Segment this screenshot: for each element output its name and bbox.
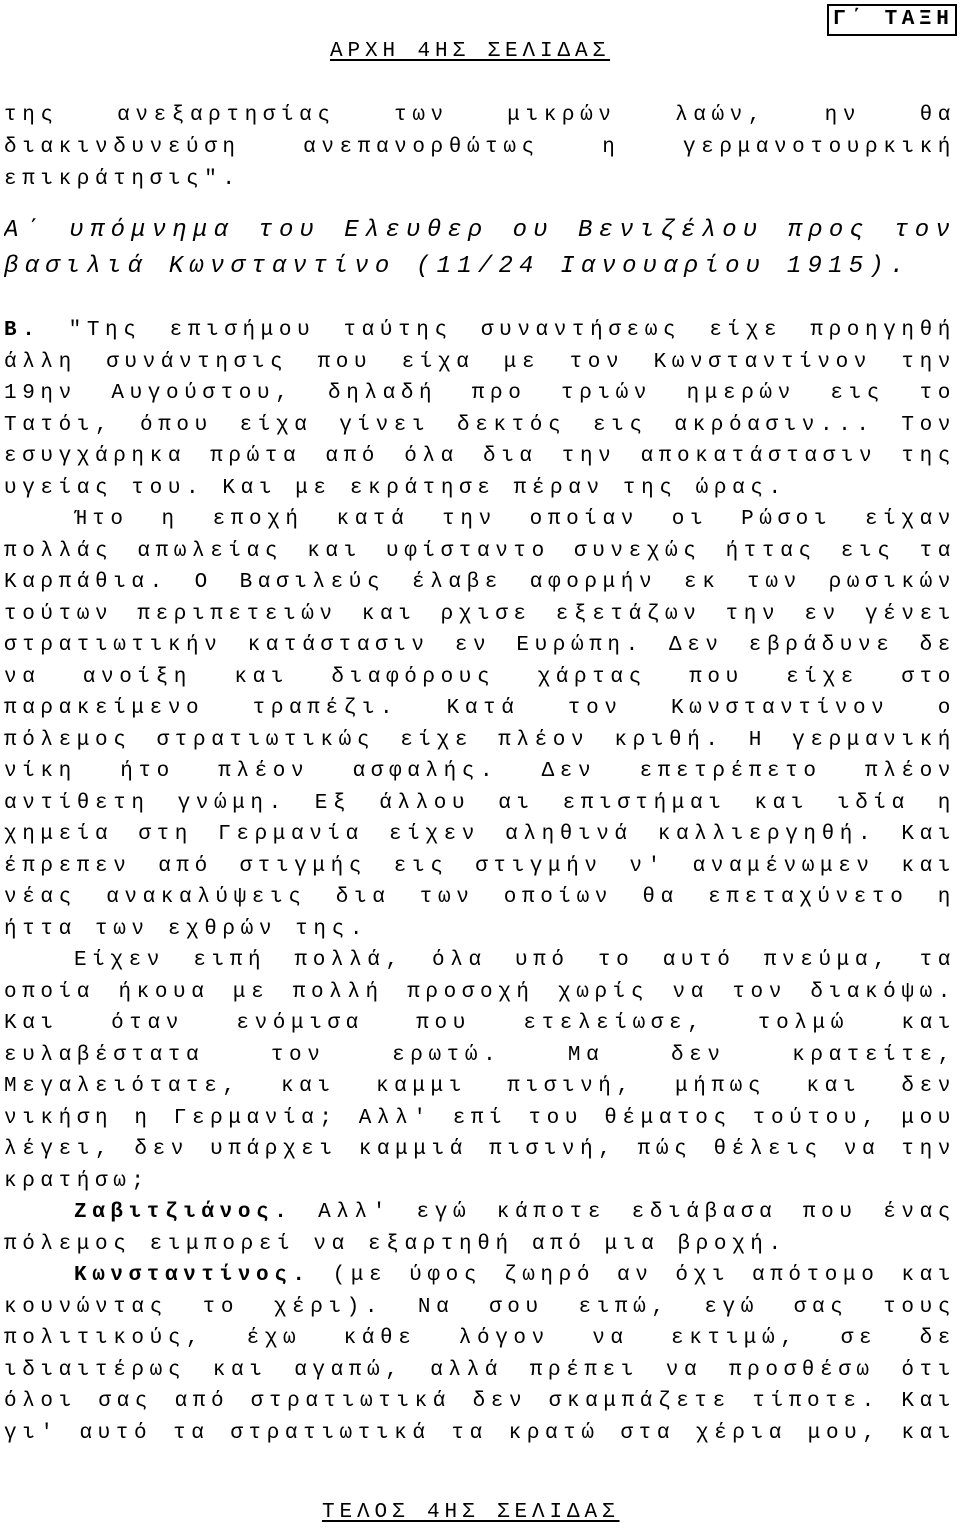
text-line: να ανοίξη και διαφόρους χάρτας που είχε στο [4, 665, 956, 689]
text-line: ευλαβέστατα τον ερωτώ. Μα δεν κρατείτε, [4, 1043, 956, 1067]
text-line: Ήτο η εποχή κατά την οποίαν οι Ρώσοι είχαν [74, 508, 956, 531]
speaker-name: Κωνσταντίνος. [74, 1264, 311, 1287]
passage-a-ending [4, 100, 956, 196]
text-line: νικήση η Γερμανία; Αλλ' επί του θέματος τούτου, μου [4, 1106, 956, 1130]
class-label-box: Γ΄ ΤΑΞΗ [827, 4, 957, 36]
text-line: παρακείμενο τραπέζι. Κατά τον Κωνσταντίνον ο [4, 697, 956, 720]
text-line: επικράτησις". [4, 168, 241, 191]
dialogue-line [4, 1197, 956, 1229]
text-line: εσυγχάρηκα πρώτα από όλα δια την αποκατάστασιν της [4, 445, 956, 468]
text-line [4, 315, 956, 347]
text-line: Καρπάθια. Ο Βασιλεύς έλαβε αφορμήν εκ των ρωσικών [4, 571, 956, 594]
line-text: (με ύφος ζωηρό αν όχι απότομο και [332, 1264, 956, 1287]
text-line: πόλεμος στρατιωτικώς είχε πλέον κριθή. Η γερμανική [4, 728, 956, 752]
text-line: Είχεν ειπή πολλά, όλα υπό το αυτό πνεύμα, τα [74, 949, 956, 972]
text-line: τούτων περιπετειών και ρχισε εξετάζων την εν γένει [4, 602, 956, 626]
text-line: χημεία στη Γερμανία είχεν αληθινά καλλιεργηθή. Και [4, 823, 956, 846]
dialogue-line: πόλεμος ειμπορεί να εξαρτηθή από μια βροχή. [4, 1232, 787, 1256]
text-line: 19ην Αυγούστου, δηλαδή προ τριών ημερών εις το [4, 382, 956, 405]
dialogue-line: όλοι σας από στρατιωτικά δεν σκαμπάζετε τίποτε. Και [4, 1390, 956, 1413]
text-line: έπρεπεν από στιγμής εις στιγμήν ν' αναμένωμεν και [4, 854, 956, 878]
dialogue-line: πολιτικούς, έχω κάθε λόγον να εκτιμώ, σε δε [4, 1327, 956, 1350]
text-line: νίκη ήτο πλέον ασφαλής. Δεν επετρέπετο πλέον [4, 760, 956, 783]
text-line: Μεγαλειότατε, και καμμι πισινή, μήπως και δεν [4, 1075, 956, 1098]
text-line: κρατήσω; [4, 1169, 150, 1193]
text-line: νέας ανακαλύψεις δια των οποίων θα επεταχύνετο η [4, 886, 956, 909]
page-start-header: ΑΡΧΗ 4ΗΣ ΣΕΛΙΔΑΣ [330, 40, 611, 63]
page-end-footer: ΤΕΛΟΣ 4ΗΣ ΣΕΛΙΔΑΣ [322, 1501, 620, 1524]
line-text: Αλλ' εγώ κάποτε εδιάβασα που ένας [318, 1201, 956, 1224]
text-line: της ανεξαρτησίας των μικρών λαών, ην θα [4, 104, 956, 127]
text-line: Τατόι, όπου είχα γίνει δεκτός εις ακρόασιν... Τον [4, 413, 956, 437]
source-line: βασιλιά Κωνσταντίνο (11/24 Ιανουαρίου 1915). [4, 253, 911, 280]
text-line: άλλη συνάντησις που είχα με τον Κωνσταντίνον την [4, 350, 956, 374]
dialogue-line: γι' αυτό τα στρατιωτικά τα κρατώ στα χέρια μου, και [4, 1421, 956, 1445]
line-text: "Της επισήμου ταύτης συναντήσεως είχε προηγηθή [68, 319, 956, 342]
text-line: πολλάς απωλείας και υφίσταντο συνεχώς ήττας εις τα [4, 539, 956, 563]
dialogue-line: κουνώντας το χέρι). Να σου ειπώ, εγώ σας τους [4, 1295, 956, 1319]
dialogue-line [4, 1260, 956, 1292]
text-line: Και όταν ενόμισα που ετελείωσε, τολμώ και [4, 1012, 956, 1035]
text-line: αντίθετη γνώμη. Εξ άλλου αι επιστήμαι και ιδία η [4, 791, 956, 815]
source-line: Α΄ υπόμνημα του Ελευθερ ου Βενιζέλου προς τον [4, 217, 956, 244]
text-line: διακινδυνεύση ανεπανορθώτως η γερμανοτουρκική [4, 136, 956, 159]
text-line: ήττα των εχθρών της. [4, 917, 369, 941]
text-line: οποία ήκουα με πολλή προσοχή χωρίς να τον διακόψω. [4, 980, 956, 1004]
section-label: Β. [4, 319, 41, 342]
text-line: στρατιωτικήν κατάστασιν εν Ευρώπη. Δεν εβράδυνε δε [4, 634, 956, 657]
dialogue-line: ιδιαιτέρως και αγαπώ, αλλά πρέπει να προσθέσω ότι [4, 1358, 956, 1382]
source-citation [4, 213, 956, 285]
text-line: λέγει, δεν υπάρχει καμμιά πισινή, πώς θέλεις να την [4, 1138, 956, 1161]
speaker-name: Ζαβιτζιάνος. [74, 1201, 293, 1224]
text-line: υγείας του. Και με εκράτησε πέραν της ώρας. [4, 476, 787, 500]
passage-b [4, 315, 956, 1449]
